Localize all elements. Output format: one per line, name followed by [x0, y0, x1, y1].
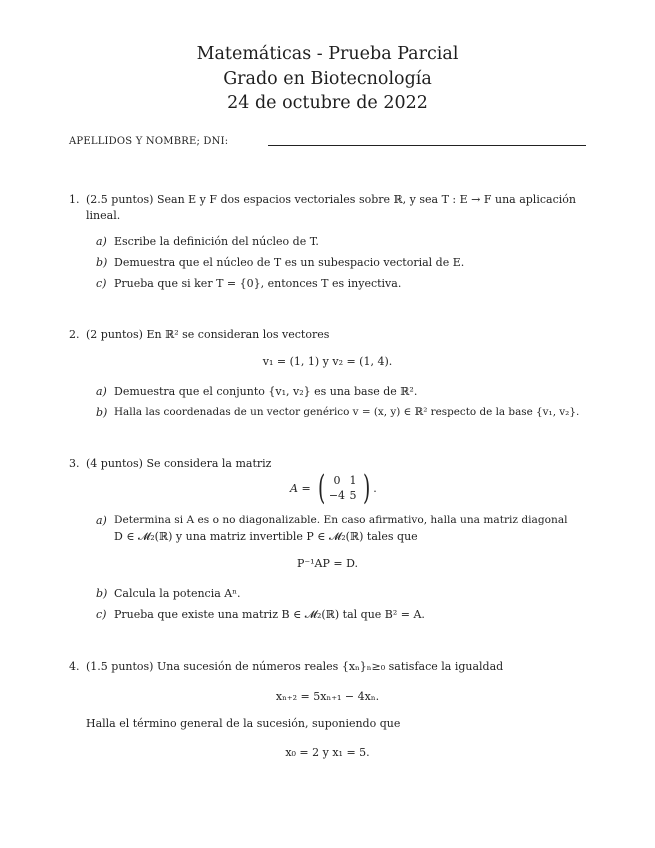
- problem-3-part-c: Prueba que existe una matriz B ∈ 𝓜₂(ℝ) tal que B² = A.: [114, 608, 425, 621]
- problem-3-part-b: Calcula la potencia Aⁿ.: [114, 587, 241, 600]
- problem-2-part-b: Halla las coordenadas de un vector genérico v = (x, y) ∈ ℝ² respecto de la base {v₁, v₂}.: [114, 406, 580, 418]
- problem-3-part-label: c): [96, 608, 107, 621]
- problem-4-instruction: Halla el término general de la sucesión, suponiendo que: [86, 717, 401, 730]
- problem-1-number: 1.: [69, 193, 80, 206]
- left-paren-icon: (: [317, 468, 325, 508]
- matrix-entry: −4: [328, 489, 346, 502]
- problem-2-vectors-equation: v₁ = (1, 1) y v₂ = (1, 4).: [262, 355, 393, 368]
- problem-1-part-label: b): [96, 256, 108, 269]
- right-paren-icon: ): [362, 468, 371, 508]
- problem-3-part-a-cont: D ∈ 𝓜₂(ℝ) y una matriz invertible P ∈ 𝓜₂(ℝ) tales que: [114, 530, 418, 543]
- problem-1-part-label: a): [96, 235, 107, 248]
- degree-title: Grado en Biotecnología: [223, 69, 432, 89]
- matrix-entry: 5: [349, 489, 357, 502]
- problem-1-intro: (2.5 puntos) Sean E y F dos espacios vectoriales sobre ℝ, y sea T : E → F una aplicación: [86, 193, 576, 206]
- matrix-entry: 1: [349, 474, 357, 487]
- problem-3-matrix: [290, 470, 377, 506]
- problem-3-part-label: a): [96, 514, 107, 527]
- problem-3-part-label: b): [96, 587, 108, 600]
- problem-4-recurrence-equation: xₙ₊₂ = 5xₙ₊₁ − 4xₙ.: [275, 690, 380, 703]
- problem-4-intro: (1.5 puntos) Una sucesión de números reales {xₙ}ₙ≥₀ satisface la igualdad: [86, 660, 504, 673]
- matrix-lhs: A =: [290, 481, 311, 495]
- exam-title: Matemáticas - Prueba Parcial: [196, 44, 459, 64]
- problem-3-diagonalization-equation: P⁻¹AP = D.: [296, 557, 359, 570]
- problem-2-part-label: b): [96, 406, 108, 419]
- problem-1-part-c: Prueba que si ker T = {0}, entonces T es inyectiva.: [114, 277, 402, 290]
- problem-3-number: 3.: [69, 457, 80, 470]
- student-name-line: [268, 145, 586, 146]
- student-name-label: APELLIDOS Y NOMBRE; DNI:: [69, 136, 229, 147]
- problem-2-part-label: a): [96, 385, 107, 398]
- problem-1-part-b: Demuestra que el núcleo de T es un subespacio vectorial de E.: [114, 256, 465, 269]
- problem-2-number: 2.: [69, 328, 80, 341]
- problem-2-part-a: Demuestra que el conjunto {v₁, v₂} es una base de ℝ².: [114, 385, 418, 398]
- problem-3-part-a: Determina si A es o no diagonalizable. En caso afirmativo, halla una matriz diagonal: [114, 514, 568, 526]
- problem-2-intro: (2 puntos) En ℝ² se consideran los vectores: [86, 328, 330, 341]
- problem-4-number: 4.: [69, 660, 80, 673]
- matrix-entries: [328, 474, 360, 502]
- problem-4-initial-conditions: x₀ = 2 y x₁ = 5.: [285, 746, 370, 759]
- matrix-tail: .: [373, 481, 377, 495]
- problem-1-intro-cont: lineal.: [86, 209, 121, 222]
- exam-date: 24 de octubre de 2022: [227, 93, 428, 113]
- matrix-entry: 0: [333, 474, 341, 487]
- problem-1-part-a: Escribe la definición del núcleo de T.: [114, 235, 319, 248]
- problem-1-part-label: c): [96, 277, 107, 290]
- problem-3-intro: (4 puntos) Se considera la matriz: [86, 457, 272, 470]
